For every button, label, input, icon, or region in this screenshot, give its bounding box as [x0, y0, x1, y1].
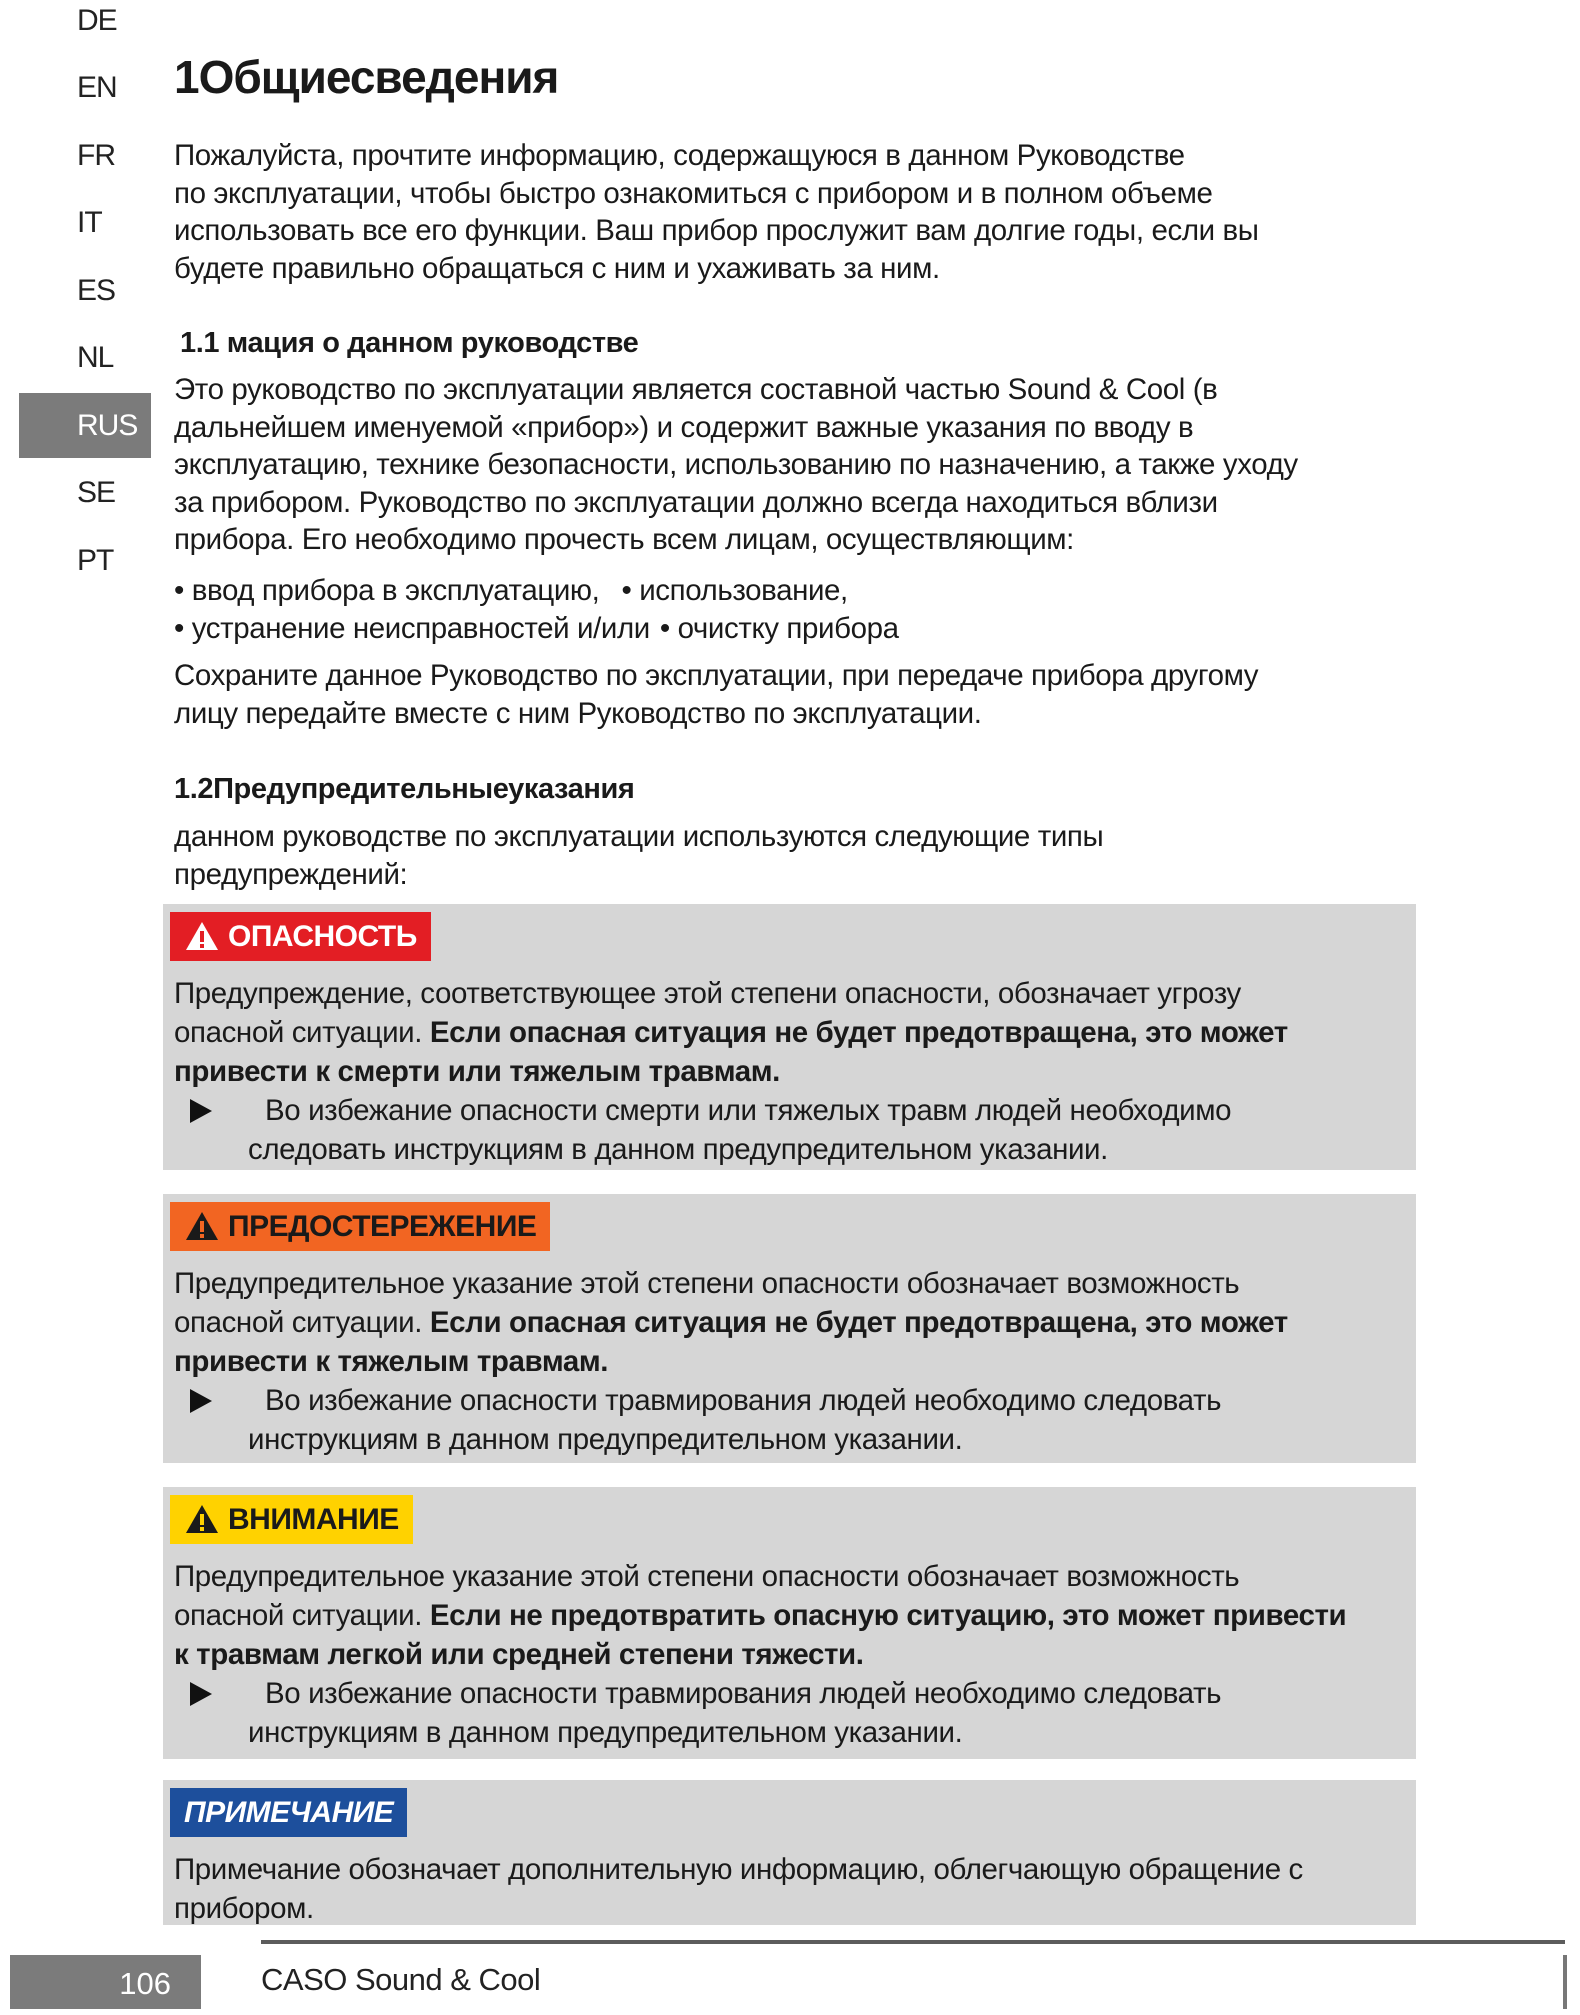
page-number: 106	[10, 1955, 201, 2009]
section-1-1-heading: 1.1 мация о данном руководстве	[180, 327, 639, 359]
section-1-2-paragraph	[174, 818, 1103, 893]
text-line: эксплуатацию, технике безопасности, использованию по назначению, а также уходу	[174, 448, 1298, 481]
caution-text: Предупредительное указание этой степени опасности обозначает возможность опасной ситуации. Если опасная ситуация не будет предотвращена, это может привести к тяжелым травмам. Во избежание опасности травмирования людей необходимо следовать инструкциям в данном предупредительном указании.	[174, 1264, 1288, 1459]
text-line: Сохраните данное Руководство по эксплуатации, при передаче прибора другому	[174, 659, 1259, 692]
attention-box	[163, 1487, 1416, 1759]
bullet-list	[174, 572, 899, 647]
note-text: Примечание обозначает дополнительную информацию, облегчающую обращение с прибором.	[174, 1853, 1303, 1925]
note-box	[163, 1780, 1416, 1925]
intro-paragraph	[174, 137, 1259, 287]
lang-it[interactable]: IT	[77, 206, 102, 239]
text-line: будете правильно обращаться с ним и ухаживать за ним.	[174, 251, 940, 285]
text-line: предупреждений:	[174, 857, 408, 891]
text-line: Это руководство по эксплуатации является составной частью Sound & Cool (в	[174, 373, 1218, 406]
bullet-row	[174, 572, 899, 610]
list-item: • устранение неисправностей и/или	[174, 611, 650, 645]
footer-brand: CASO Sound & Cool	[261, 1962, 541, 1997]
danger-badge: ОПАСНОСТЬ	[170, 912, 431, 961]
warning-triangle-icon	[184, 920, 220, 952]
footer-divider	[261, 1940, 1565, 1944]
lang-se[interactable]: SE	[77, 476, 116, 509]
text-line: данном руководстве по эксплуатации используются следующие типы	[174, 820, 1104, 853]
text-line: по эксплуатации, чтобы быстро ознакомиться с прибором и в полном объеме	[174, 176, 1213, 210]
lang-nl[interactable]: NL	[77, 341, 114, 374]
lang-en[interactable]: EN	[77, 71, 117, 104]
text-line: дальнейшем именуемой «прибор») и содержит важные указания по вводу в	[174, 410, 1194, 444]
danger-box	[163, 904, 1416, 1170]
page-title: 1Общиесведения	[174, 51, 559, 103]
closing-paragraph	[174, 657, 1258, 732]
page-edge-mark	[1563, 1955, 1567, 2009]
list-item: • очистку прибора	[659, 611, 899, 645]
note-badge: ПРИМЕЧАНИЕ	[170, 1788, 407, 1837]
arrow-right-icon	[190, 1682, 212, 1706]
text-line: Пожалуйста, прочтите информацию, содержащуюся в данном Руководстве	[174, 139, 1185, 172]
warning-triangle-icon	[184, 1503, 220, 1535]
attention-text: Предупредительное указание этой степени опасности обозначает возможность опасной ситуации. Если не предотвратить опасную ситуацию, это может привести к травмам легкой или средней степени тяжести. Во избежание опасности травмирования людей необходимо следовать инструкциям в данном предупредительном указании.	[174, 1557, 1346, 1752]
text-line: прибора. Его необходимо прочесть всем лицам, осуществляющим:	[174, 523, 1074, 556]
arrow-right-icon	[190, 1389, 212, 1413]
lang-de[interactable]: DE	[77, 4, 117, 37]
lang-rus-active[interactable]: RUS	[19, 393, 151, 458]
lang-fr[interactable]: FR	[77, 139, 115, 172]
lang-pt[interactable]: PT	[77, 544, 114, 577]
warning-triangle-icon	[184, 1210, 220, 1242]
caution-badge: ПРЕДОСТЕРЕЖЕНИЕ	[170, 1202, 550, 1251]
text-line: за прибором. Руководство по эксплуатации должно всегда находиться вблизи	[174, 485, 1218, 519]
section-1-2-heading: 1.2Предупредительныеуказания	[174, 773, 635, 805]
action-item: Во избежание опасности смерти или тяжелых травм людей необходимо следовать инструкциям в данном предупредительном указании.	[174, 1091, 1288, 1169]
list-item: • ввод прибора в эксплуатацию,	[174, 574, 600, 607]
list-item: • использование,	[621, 574, 848, 607]
section-1-1-paragraph	[174, 371, 1298, 559]
arrow-right-icon	[190, 1099, 212, 1123]
attention-badge: ВНИМАНИЕ	[170, 1495, 413, 1544]
action-item: Во избежание опасности травмирования людей необходимо следовать инструкциям в данном предупредительном указании.	[174, 1674, 1346, 1752]
action-item: Во избежание опасности травмирования людей необходимо следовать инструкциям в данном предупредительном указании.	[174, 1381, 1288, 1459]
text-line: лицу передайте вместе с ним Руководство по эксплуатации.	[174, 696, 982, 730]
lang-es[interactable]: ES	[77, 274, 116, 307]
danger-text: Предупреждение, соответствующее этой степени опасности, обозначает угрозу опасной ситуации. Если опасная ситуация не будет предотвращена, это может привести к смерти или тяжелым травмам. Во избежание опасности смерти или тяжелых травм людей необходимо следовать инструкциям в данном предупредительном указании.	[174, 974, 1288, 1169]
text-line: использовать все его функции. Ваш прибор прослужит вам долгие годы, если вы	[174, 214, 1259, 247]
bullet-row	[174, 610, 899, 648]
caution-box	[163, 1194, 1416, 1463]
